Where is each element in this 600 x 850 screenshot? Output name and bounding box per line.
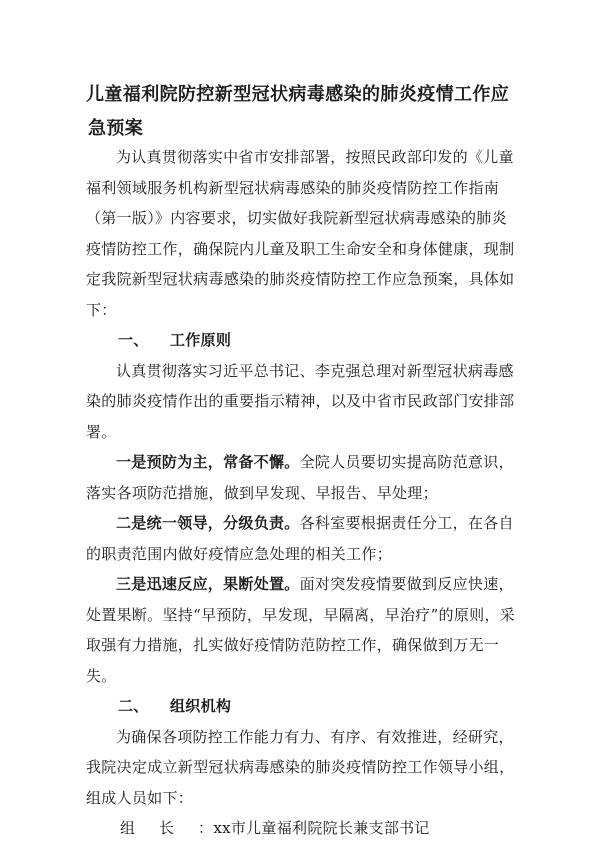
leader-name: ：xx市儿童福利院院长兼支部书记 — [198, 819, 430, 837]
section-1-heading — [86, 325, 522, 356]
section-1-number: 一、 — [118, 331, 149, 349]
intro-paragraph: 为认真贯彻落实中省市安排部署，按照民政部印发的《儿童福利领域服务机构新型冠状病毒感染的肺炎疫情防控工作指南（第一版）》内容要求，切实做好我院新型冠状病毒感染的肺炎疫情防控工作，确保院内儿童及职工生命安全和身体健康，现制定我院新型冠状病毒感染的肺炎疫情防控工作应急预案，具体如下： — [86, 148, 515, 319]
section-1-title: 工作原则 — [170, 331, 232, 349]
section-1-paragraph: 认真贯彻落实习近平总书记、李克强总理对新型冠状病毒感染的肺炎疫情作出的重要指示精神，以及中省市民政部门安排部署。 — [86, 361, 515, 441]
principle-3-text: 面对突发疫情要做到反应快速，处置果断。坚持“早预防，早发现，早隔离，早治疗”的原则，采取强有力措施，扎实做好疫情防范防控工作，确保做到万无一失。 — [86, 575, 516, 685]
principle-2-lead: 二是统一领导，分级负责。 — [116, 514, 300, 532]
title-line-2: 急预案 — [88, 118, 144, 139]
leader-role: 组长 — [120, 819, 199, 837]
principle-2-text: 各科室要根据责任分工，在各自的职责范围内做好疫情应急处理的相关工作； — [86, 514, 514, 563]
leader-entry — [86, 813, 522, 844]
principle-1-text: 全院人员要切实提高防范意识，落实各项防范措施，做到早发现、早报告、早处理； — [86, 453, 514, 502]
principle-2 — [86, 508, 522, 569]
document-title — [86, 78, 526, 146]
principle-1 — [86, 447, 522, 508]
section-2-title: 组织机构 — [170, 697, 232, 715]
principle-1-lead: 一是预防为主，常备不懈。 — [116, 453, 300, 471]
principle-3 — [86, 569, 522, 691]
document-body — [86, 142, 522, 844]
title-line-1: 儿童福利院防控新型冠状病毒感染的肺炎疫情工作应 — [86, 84, 510, 105]
section-2-number: 二、 — [118, 697, 149, 715]
principle-3-lead: 三是迅速反应，果断处置。 — [116, 575, 300, 593]
section-2-paragraph: 为确保各项防控工作能力有力、有序、有效推进，经研究，我院决定成立新型冠状病毒感染的肺炎疫情防控工作领导小组，组成人员如下： — [86, 727, 515, 807]
section-2-heading — [86, 691, 522, 722]
